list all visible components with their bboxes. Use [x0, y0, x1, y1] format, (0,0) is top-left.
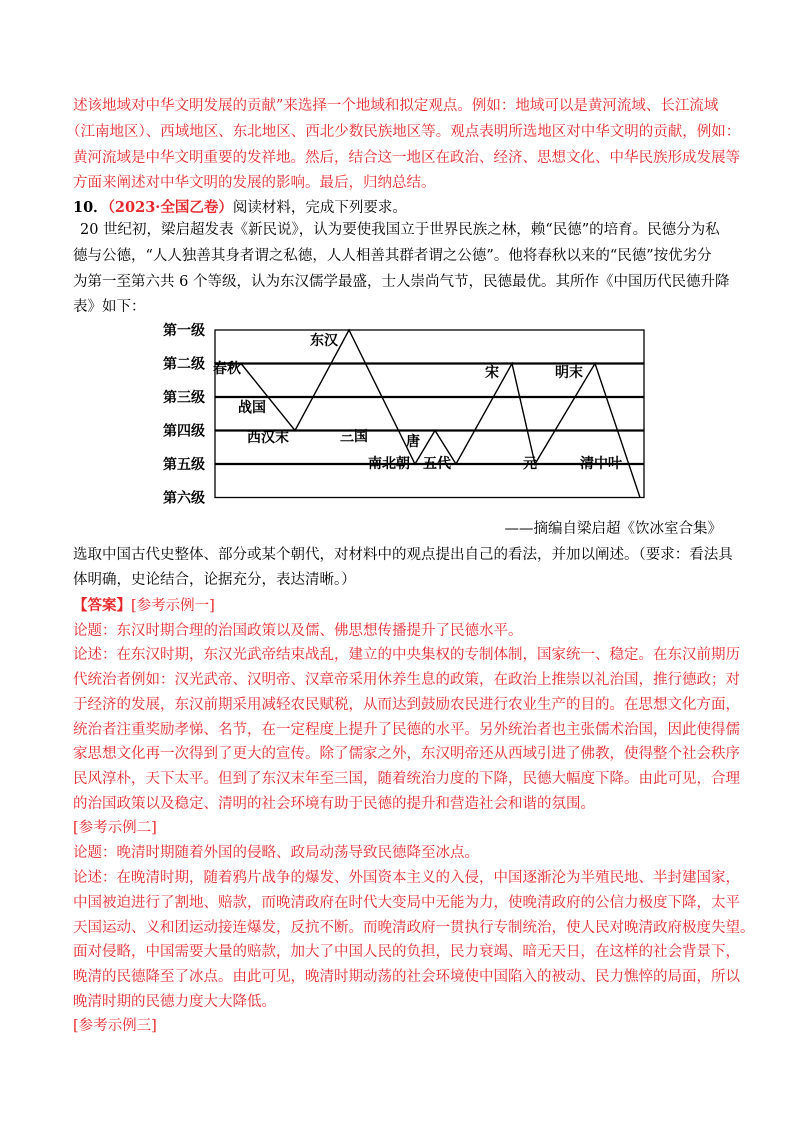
answer-header — [73, 596, 215, 616]
point-label: 明末 — [555, 365, 583, 381]
point-label: 战国 — [238, 400, 266, 416]
point-label: 清中叶 — [580, 456, 622, 472]
level-label: 第四级 — [163, 423, 205, 440]
example1-line: 家思想文化再一次得到了更大的宣传。除了儒家之外，东汉明帝还从西域引进了佛教，使得整个社会秩序 — [73, 746, 740, 762]
material-line: 为第一至第六共 6 个等级，认为东汉儒学最盛，士人崇尚气节，民德最优。其所作《中国历代民德升降 — [73, 274, 730, 290]
material-line: 德与公德，“人人独善其身者谓之私德，人人相善其群者谓之公德”。他将春秋以来的“民德”按优劣分 — [73, 248, 712, 264]
point-label: 五代 — [423, 456, 451, 472]
example1-line: 的治国政策以及稳定、清明的社会环境有助于民德的提升和营造社会和谐的氛围。 — [73, 796, 595, 812]
example2-line: 晚清的民德降至了冰点。由此可见，晚清时期动荡的社会环境使中国陷入的被动、民力憔悴的局面，所以 — [73, 969, 740, 985]
point-label: 春秋 — [213, 361, 241, 377]
example1-line: 代统治者例如：汉光武帝、汉明帝、汉章帝采用休养生息的政策，在政治上推崇以礼治国，推行德政；对 — [73, 672, 740, 688]
chart-minde-table — [150, 320, 650, 510]
task-line: 体明确，史论结合，论据充分，表达清晰。） — [73, 572, 356, 588]
example2-line: 晚清时期的民德力度大大降低。 — [73, 994, 276, 1010]
example2-line: 天国运动、义和团运动接连爆发，反抗不断。而晚清政府一贯执行专制统治，使人民对晚清政府极度失望。 — [73, 920, 755, 936]
level-label: 第二级 — [163, 356, 205, 373]
level-label: 第一级 — [163, 323, 205, 339]
example2-thesis: 论题：晚清时期随着外国的侵略、政局动荡导致民德降至冰点。 — [73, 845, 479, 861]
point-label: 三国 — [340, 429, 368, 445]
example1-line: 论述：在东汉时期，东汉光武帝结束战乱，建立的中央集权的专制体制，国家统一、稳定。在东汉前期历 — [73, 647, 740, 663]
民德-series-line — [241, 330, 640, 498]
material-line: 20 世纪初，梁启超发表《新民说》，认为要使我国立于世界民族之林，赖“民德”的培育。民德分为私 — [80, 222, 720, 238]
example1-thesis: 论题：东汉时期合理的治国政策以及儒、佛思想传播提升了民德水平。 — [73, 623, 523, 639]
point-label: 东汉 — [310, 333, 338, 349]
example2-line: 面对侵略，中国需要大量的赔款，加大了中国人民的负担，民力衰竭、暗无天日，在这样的社会背景下， — [73, 944, 740, 960]
example1-line: 于经济的发展，东汉前期采用减轻农民赋税，从而达到鼓励农民进行农业生产的目的。在思想文化方面， — [73, 697, 740, 713]
level-label: 第六级 — [163, 490, 205, 507]
example3-label: [参考示例三] — [73, 1018, 157, 1034]
example1-line: 民风淳朴，天下太平。但到了东汉末年至三国，随着统治力度的下降，民德大幅度下降。由此可见，合理 — [73, 771, 740, 787]
question-number: 10． — [73, 199, 108, 216]
example1-line: 统治者注重奖励孝悌、名节，在一定程度上提升了民德的水平。另外统治者也主张儒术治国，因此使得儒 — [73, 722, 740, 738]
intro-answer-line: 黄河流域是中华文明重要的发祥地。然后，结合这一地区在政治、经济、思想文化、中华民族形成发展等 — [73, 150, 740, 166]
point-label: 唐 — [406, 434, 420, 450]
example2-line: 论述：在晚清时期，随着鸦片战争的爆发、外国资本主义的入侵，中国逐渐沦为半殖民地、半封建国家， — [73, 870, 740, 886]
chart-source: ——摘编自梁启超《饮冰室合集》 — [504, 521, 722, 537]
point-label: 宋 — [485, 365, 499, 381]
question-instruction: 阅读材料，完成下列要求。 — [232, 200, 407, 216]
level-label: 第三级 — [163, 390, 205, 406]
level-label: 第五级 — [163, 457, 205, 473]
point-label: 南北朝 — [368, 456, 410, 472]
question-source: （2023·全国乙卷） — [107, 199, 233, 216]
point-label: 元 — [523, 456, 537, 472]
question-header — [73, 198, 407, 218]
point-label: 西汉末 — [247, 430, 289, 446]
intro-answer-line: 述该地域对中华文明发展的贡献”来选择一个地域和拟定观点。例如：地域可以是黄河流域、长江流域 — [73, 98, 719, 114]
example2-line: 中国被迫进行了割地、赔款，而晚清政府在时代大变局中无能为力，使晚清政府的公信力极度下降，太平 — [73, 895, 740, 911]
chart-frame — [215, 330, 644, 498]
intro-answer-line: 方面来阐述对中华文明的发展的影响。最后，归纳总结。 — [73, 175, 436, 191]
task-line: 选取中国古代史整体、部分或某个朝代，对材料中的观点提出自己的看法，并加以阐述。（要求：看法具 — [73, 547, 733, 563]
answer-label: 【答案】 — [73, 597, 131, 614]
example2-label: [参考示例二] — [73, 820, 157, 836]
example1-label: [参考示例一] — [131, 598, 215, 614]
intro-answer-line: （江南地区）、西域地区、东北地区、西北少数民族地区等。观点表明所选地区对中华文明的贡献，例如： — [66, 124, 741, 140]
material-line: 表》如下： — [73, 299, 146, 315]
